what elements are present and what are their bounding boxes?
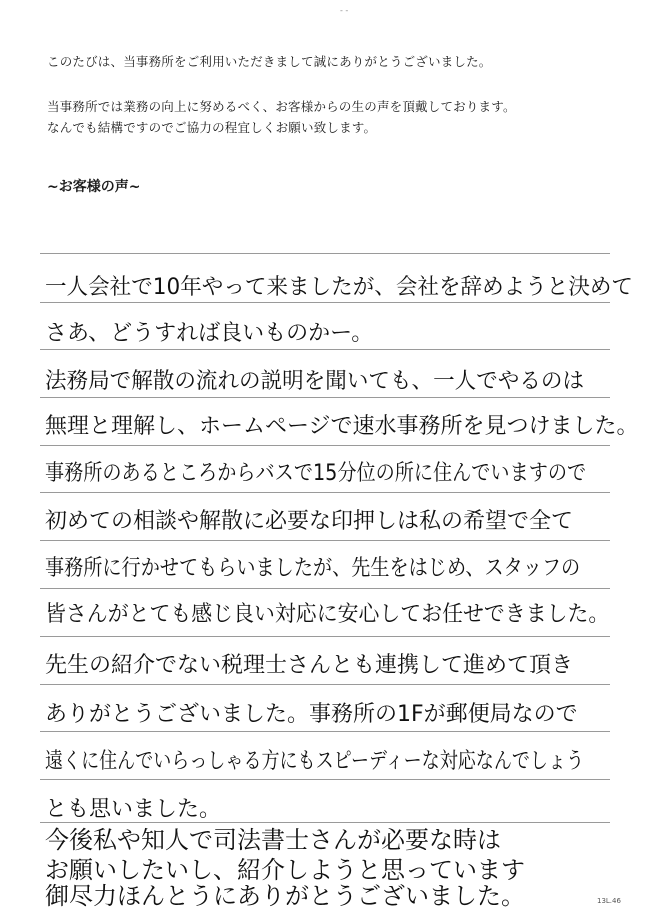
- handwritten-line: 法務局で解散の流れの説明を聞いても、一人でやるのは: [45, 369, 585, 394]
- intro-thanks: このたびは、当事務所をご利用いただきまして誠にありがとうございました。: [47, 54, 492, 69]
- ruled-line: [40, 253, 610, 254]
- ruled-line: [40, 540, 610, 541]
- ruled-line: [40, 397, 610, 398]
- ruled-line: [40, 349, 610, 350]
- ruled-line: [40, 636, 610, 637]
- handwritten-line: とも思いました。: [45, 797, 222, 822]
- handwritten-line: 無理と理解し、ホームページで速水事務所を見つけました。: [45, 414, 639, 439]
- ruled-line: [40, 302, 610, 303]
- section-title: ~お客様の声~: [47, 179, 141, 195]
- ruled-line: [40, 492, 610, 493]
- handwritten-line: 遠くに住んでいらっしゃる方にもスピーディーな対応なんでしょう: [45, 749, 585, 774]
- ruled-line: [40, 779, 610, 780]
- ruled-line: [40, 588, 610, 589]
- ruled-line: [40, 731, 610, 732]
- handwritten-line: お願いしたいし、紹介しようと思っています: [45, 856, 525, 884]
- handwritten-line: 今後私や知人で司法書士さんが必要な時は: [45, 826, 501, 854]
- handwritten-line: 先生の紹介でない税理士さんとも連携して進めて頂き: [45, 653, 574, 678]
- handwritten-line: 皆さんがとても感じ良い対応に安心してお任せできました。: [45, 602, 610, 627]
- handwritten-line: 事務所のあるところからバスで15分位の所に住んでいますので: [45, 461, 587, 486]
- handwritten-line: 御尽力ほんとうにありがとうございました。: [45, 882, 525, 910]
- ruled-line: [40, 684, 610, 685]
- ruled-line: [40, 445, 610, 446]
- handwritten-line: 事務所に行かせてもらいましたが、先生をはじめ、スタッフの: [45, 556, 581, 581]
- handwritten-line: ありがとうございました。事務所の1Fが郵便局なので: [45, 702, 578, 727]
- intro-request-line2: なんでも結構ですのでご協力の程宜しくお願い致します。: [47, 120, 377, 135]
- handwritten-line: 一人会社で10年やって来ましたが、会社を辞めようと決めて: [45, 275, 633, 300]
- handwritten-line: 初めての相談や解散に必要な印押しは私の希望で全て: [45, 509, 574, 534]
- handwritten-line: さあ、どうすれば良いものかー。: [45, 321, 374, 346]
- top-mark: - -: [340, 6, 349, 15]
- intro-request-line1: 当事務所では業務の向上に努めるべく、お客様からの生の声を頂戴しております。: [47, 99, 516, 114]
- footer-mark: 13L.46: [597, 897, 621, 905]
